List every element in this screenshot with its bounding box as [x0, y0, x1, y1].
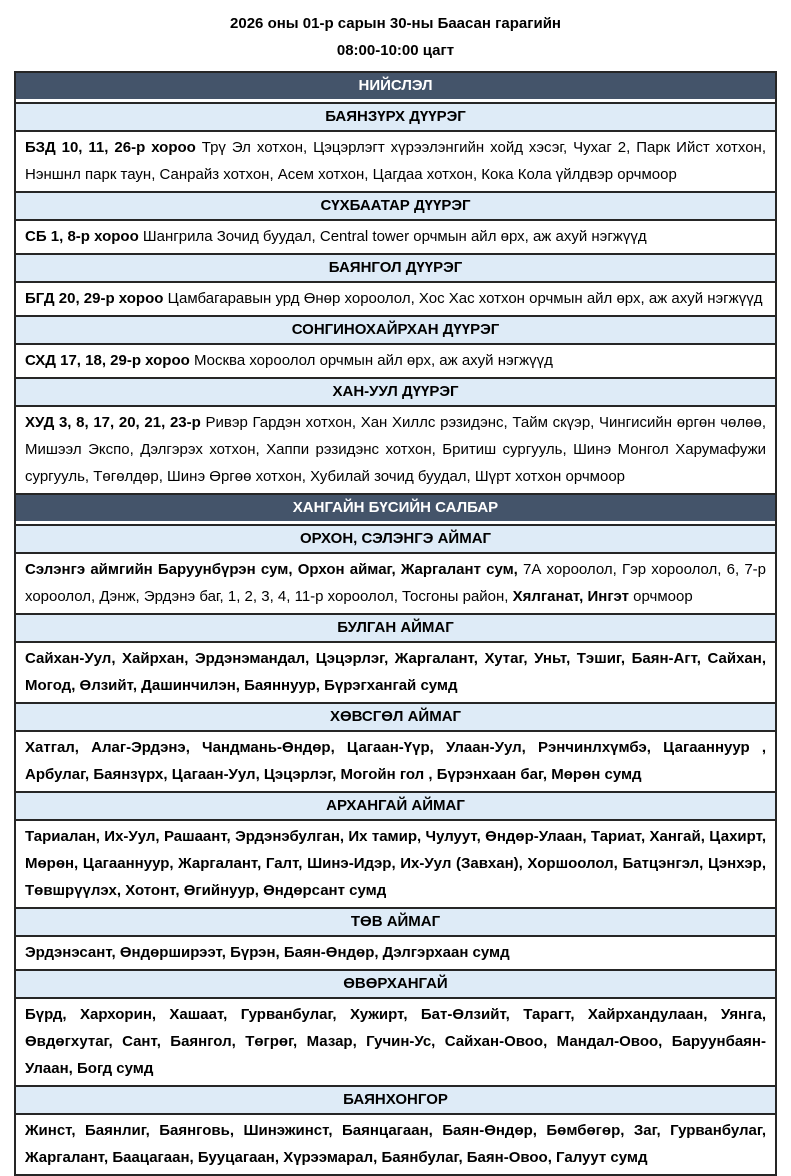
table-row	[15, 192, 776, 220]
area-list-cell	[15, 936, 776, 970]
district-section-header: БАЯНЗҮРХ ДҮҮРЭГ	[15, 103, 776, 131]
district-section-header: БУЛГАН АЙМАГ	[15, 614, 776, 642]
table-row	[15, 908, 776, 936]
district-section-header: ХӨВСГӨЛ АЙМАГ	[15, 703, 776, 731]
district-section-header: БАЯНХОНГОР	[15, 1086, 776, 1114]
area-list-bold-segment: СБ 1, 8-р хороо	[25, 228, 143, 245]
area-list-cell	[15, 553, 776, 614]
table-row	[15, 1114, 776, 1175]
table-row	[15, 792, 776, 820]
table-row	[15, 970, 776, 998]
area-list-cell	[15, 220, 776, 254]
area-list-bold-segment: Сайхан-Уул, Хайрхан, Эрдэнэмандал, Цэцэрлэг, Жаргалант, Хутаг, Уньт, Тэшиг, Баян-Агт, Сайхан, Могод, Өлзийт, Дашинчилэн, Баяннуур, Бүрэгхангай сумд	[25, 650, 766, 694]
area-list-bold-segment: Хатгал, Алаг-Эрдэнэ, Чандмань-Өндөр, Цагаан-Үүр, Улаан-Уул, Рэнчинлхүмбэ, Цагааннуур , Арбулаг, Баянзүрх, Цагаан-Уул, Цэцэрлэг, Могойн гол , Бүрэнхаан баг, Мөрөн сумд	[25, 739, 766, 783]
table-row	[15, 378, 776, 406]
area-list-cell	[15, 642, 776, 703]
district-section-header: АРХАНГАЙ АЙМАГ	[15, 792, 776, 820]
table-row	[15, 731, 776, 792]
district-section-header: БАЯНГОЛ ДҮҮРЭГ	[15, 254, 776, 282]
area-list-bold-segment: СХД 17, 18, 29-р хороо	[25, 352, 194, 369]
area-list-cell	[15, 1114, 776, 1175]
area-list-bold-segment: Бүрд, Хархорин, Хашаат, Гурванбулаг, Хужирт, Бат-Өлзийт, Тарагт, Хайрхандулаан, Уянга, Өвдөгхутаг, Сант, Баянгол, Төгрөг, Мазар, Гучин-Ус, Сайхан-Овоо, Мандал-Овоо, Баруунбаян-Улаан, Богд сумд	[25, 1006, 766, 1077]
document-title-block	[0, 14, 791, 61]
table-row	[15, 406, 776, 494]
area-list-cell	[15, 344, 776, 378]
table-row	[15, 703, 776, 731]
area-list-cell	[15, 998, 776, 1086]
document-title-date: 2026 оны 01-р сарын 30-ны Баасан гарагийн	[230, 15, 561, 32]
table-row	[15, 998, 776, 1086]
table-row	[15, 525, 776, 553]
area-list-bold-segment: Сэлэнгэ аймгийн Баруунбүрэн сум, Орхон аймаг, Жаргалант сум,	[25, 561, 524, 578]
area-list-bold-segment: Жинст, Баянлиг, Баянговь, Шинэжинст, Баянцагаан, Баян-Өндөр, Бөмбөгөр, Заг, Гурванбулаг, Жаргалант, Баацагаан, Бууцагаан, Хүрээмарал, Баянбулаг, Баян-Овоо, Галуут сумд	[25, 1122, 766, 1166]
area-list-bold-segment: Эрдэнэсант, Өндөрширээт, Бүрэн, Баян-Өндөр, Дэлгэрхаан сумд	[25, 944, 510, 961]
area-list-text-segment: Трү Эл хотхон, Цэцэрлэгт хүрээлэнгийн хойд хэсэг, Чухаг 2, Парк Ийст хотхон, Нэншнл парк таун, Санрайз хотхон, Асем хотхон, Цагдаа хотхон, Кока Кола үйлдвэр орчмоор	[25, 139, 766, 183]
table-row	[15, 494, 776, 525]
area-list-text-segment: орчмоор	[633, 588, 693, 605]
table-row	[15, 316, 776, 344]
area-list-bold-segment: Хялганат, Ингэт	[512, 588, 634, 605]
district-section-header: ХАН-УУЛ ДҮҮРЭГ	[15, 378, 776, 406]
area-list-text-segment: Шангрила Зочид буудал, Central tower орчмын айл өрх, аж ахуй нэгжүүд	[142, 228, 647, 245]
area-list-cell	[15, 131, 776, 192]
table-row	[15, 103, 776, 131]
area-list-text-segment: Ривэр Гардэн хотхон, Хан Хиллс рэзидэнс, Тайм скүэр, Чингисийн өргөн чөлөө, Мишээл Экспо, Дэлгэрэх хотхон, Хаппи рэзидэнс хотхон, Бритиш сургууль, Шинэ Монгол Харумафужи сургууль, Төгөлдөр, Шинэ Өргөө хотхон, Хубилай зочид буудал, Шүрт хотхон орчмоор	[25, 414, 766, 485]
table-row	[15, 1086, 776, 1114]
table-row	[15, 220, 776, 254]
district-section-header: ӨВӨРХАНГАЙ	[15, 970, 776, 998]
area-list-bold-segment: БЗД 10, 11, 26-р хороо	[25, 139, 202, 156]
schedule-table-body	[15, 72, 776, 1175]
table-row	[15, 254, 776, 282]
document-title-time: 08:00-10:00 цагт	[336, 42, 455, 59]
area-list-text-segment: Цамбагаравын урд Өнөр хороолол, Хос Хас хотхон орчмын айл өрх, аж ахуй нэгжүүд	[167, 290, 763, 307]
table-row	[15, 820, 776, 908]
district-section-header: СҮХБААТАР ДҮҮРЭГ	[15, 192, 776, 220]
district-section-header: СОНГИНОХАЙРХАН ДҮҮРЭГ	[15, 316, 776, 344]
area-list-text-segment: 7А хороолол, Гэр хороолол, 6, 7-р хороолол, Дэнж, Эрдэнэ баг, 1, 2, 3, 4, 11-р хороолол, Тосгоны район,	[25, 561, 766, 605]
table-row	[15, 344, 776, 378]
area-list-text-segment: Москва хороолол орчмын айл өрх, аж ахуй нэгжүүд	[193, 352, 553, 369]
table-row	[15, 642, 776, 703]
district-section-header: ТӨВ АЙМАГ	[15, 908, 776, 936]
area-list-bold-segment: БГД 20, 29-р хороо	[25, 290, 168, 307]
district-section-header: ОРХОН, СЭЛЭНГЭ АЙМАГ	[15, 525, 776, 553]
area-list-bold-segment: ХУД 3, 8, 17, 20, 21, 23-р	[25, 414, 206, 431]
area-list-cell	[15, 406, 776, 494]
table-row	[15, 282, 776, 316]
area-list-cell	[15, 820, 776, 908]
table-row	[15, 131, 776, 192]
area-list-bold-segment: Тариалан, Их-Уул, Рашаант, Эрдэнэбулган, Их тамир, Чулуут, Өндөр-Улаан, Тариат, Хангай, Цахирт, Мөрөн, Цагааннуур, Жаргалант, Галт, Шинэ-Идэр, Их-Уул (Завхан), Хоршоолол, Батцэнгэл, Цэнхэр, Төвшрүүлэх, Хотонт, Өгийнуур, Өндөрсант сумд	[25, 828, 766, 899]
area-list-cell	[15, 731, 776, 792]
area-list-cell	[15, 282, 776, 316]
region-section-header: ХАНГАЙН БҮСИЙН САЛБАР	[15, 494, 776, 525]
region-section-header: НИЙСЛЭЛ	[15, 72, 776, 103]
table-row	[15, 553, 776, 614]
outage-schedule-table	[14, 71, 777, 1176]
table-row	[15, 72, 776, 103]
table-row	[15, 614, 776, 642]
table-row	[15, 936, 776, 970]
